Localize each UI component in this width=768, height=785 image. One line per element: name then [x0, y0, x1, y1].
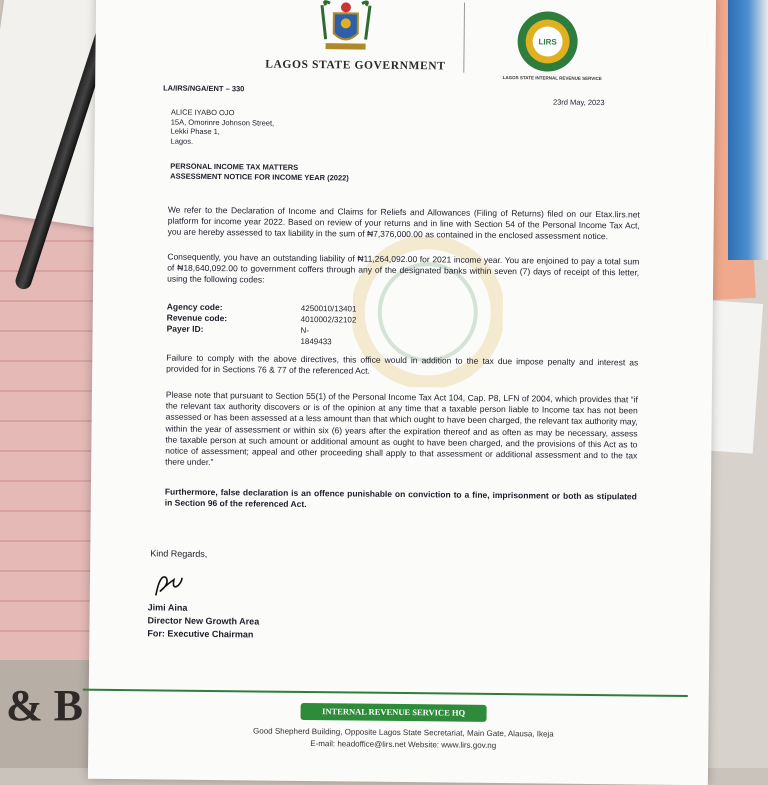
signer-title: Director New Growth Area [147, 615, 260, 627]
addressee-block [171, 108, 275, 147]
reference-number: LA/IRS/NGA/ENT – 330 [163, 83, 245, 94]
agency-caption: LAGOS STATE INTERNAL REVENUE SERVICE [502, 75, 602, 82]
svg-text:LIRS: LIRS [538, 37, 557, 47]
subject-line-2: ASSESSMENT NOTICE FOR INCOME YEAR (2022) [170, 171, 349, 182]
paragraph-section-55: Please note that pursuant to Section 55(1) of the Personal Income Tax Act 104, Cap. P8, LFN of 2004, which provides that “if the relevant tax authority discovers or is of the opinion at any time that a taxable person liable to Income tax has not been assessed or has been assessed at a less amount than that which ought to have been charged, the relevant tax authority may, within the year of assessment or within six (6) years after the expiration thereof and as often as may be necessary, assess the taxable person at such amount or additional amount as ought to have been charged, and the provisions of this Act as to notice of assessment; appeal and other proceeding shall apply to that assessment or additional assessment and to the tax there under.” [165, 389, 638, 468]
subject-block [170, 162, 349, 183]
government-title: LAGOS STATE GOVERNMENT [265, 58, 446, 73]
addressee-name: ALICE IYABO OJO [170, 107, 235, 118]
agency-code-value: 4250010/13401 [300, 303, 357, 314]
address-line-3: Lagos. [170, 136, 194, 146]
payment-codes [166, 301, 357, 347]
revenue-code-value: 4010002/32102 [300, 314, 357, 325]
subject-line-1: PERSONAL INCOME TAX MATTERS [170, 161, 299, 172]
address-line-2: Lekki Phase 1, [170, 126, 220, 137]
signer-for: For: Executive Chairman [147, 628, 254, 640]
payer-id-value: N-1849433 [300, 325, 332, 347]
tax-letter [88, 0, 716, 785]
agency-code-label: Agency code: [166, 301, 223, 313]
address-line-1: 15A, Omorinre Johnson Street, [170, 117, 275, 128]
footer-hq-label: INTERNAL REVENUE SERVICE HQ [301, 703, 487, 722]
signer-block [147, 601, 259, 641]
header-divider [463, 3, 465, 73]
payer-id-label: Payer ID: [166, 323, 204, 334]
payer-id-row [166, 323, 332, 347]
book-cover-text: & B [6, 681, 83, 730]
letter-date: 23rd May, 2023 [552, 97, 605, 108]
signer-name: Jimi Aina [147, 602, 188, 613]
lirs-seal-icon [515, 9, 580, 74]
paragraph-false-declaration: Furthermore, false declaration is an offence punishable on conviction to a fine, imprisonment or both as stipulated in Section 96 of the referenced Act. [164, 486, 637, 510]
closing-regards: Kind Regards, [150, 548, 208, 559]
paragraph-assessment: We refer to the Declaration of Income and Claims for Reliefs and Allowances (Filing of Returns) filed on our Etax.lirs.net platform for income year 2022. Based on review of your returns and in line with Section 54 of the Personal Income Tax Act, you are hereby assessed to tax liability in the sum of ₦7,376,000.00 as contained in the enclosed assessment notice. [167, 204, 640, 242]
blue-binder [728, 0, 768, 260]
paragraph-penalty: Failure to comply with the above directives, this office would in addition to the tax due impose penalty and interest as provided for in Sections 76 & 77 of the referenced Act. [166, 352, 639, 376]
revenue-code-label: Revenue code: [166, 312, 228, 324]
agency-code-row [166, 301, 357, 314]
revenue-code-row [166, 312, 357, 325]
footer-address: Good Shepherd Building, Opposite Lagos State Secretariat, Main Gate, Alausa, Ikeja [253, 726, 554, 739]
signature-icon [152, 569, 186, 599]
footer-divider [83, 689, 688, 697]
paragraph-liability: Consequently, you have an outstanding liability of ₦11,264,092.00 for 2021 income year. You are enjoined to pay a total sum of ₦18,640,092.00 to government coffers through any of the designated banks within seven (7) days of receipt of this letter, using the following codes: [167, 251, 640, 285]
footer-contact: E-mail: headoffice@lirs.net Website: www.lirs.gov.ng [310, 739, 497, 751]
lagos-coat-of-arms-icon [315, 0, 376, 58]
